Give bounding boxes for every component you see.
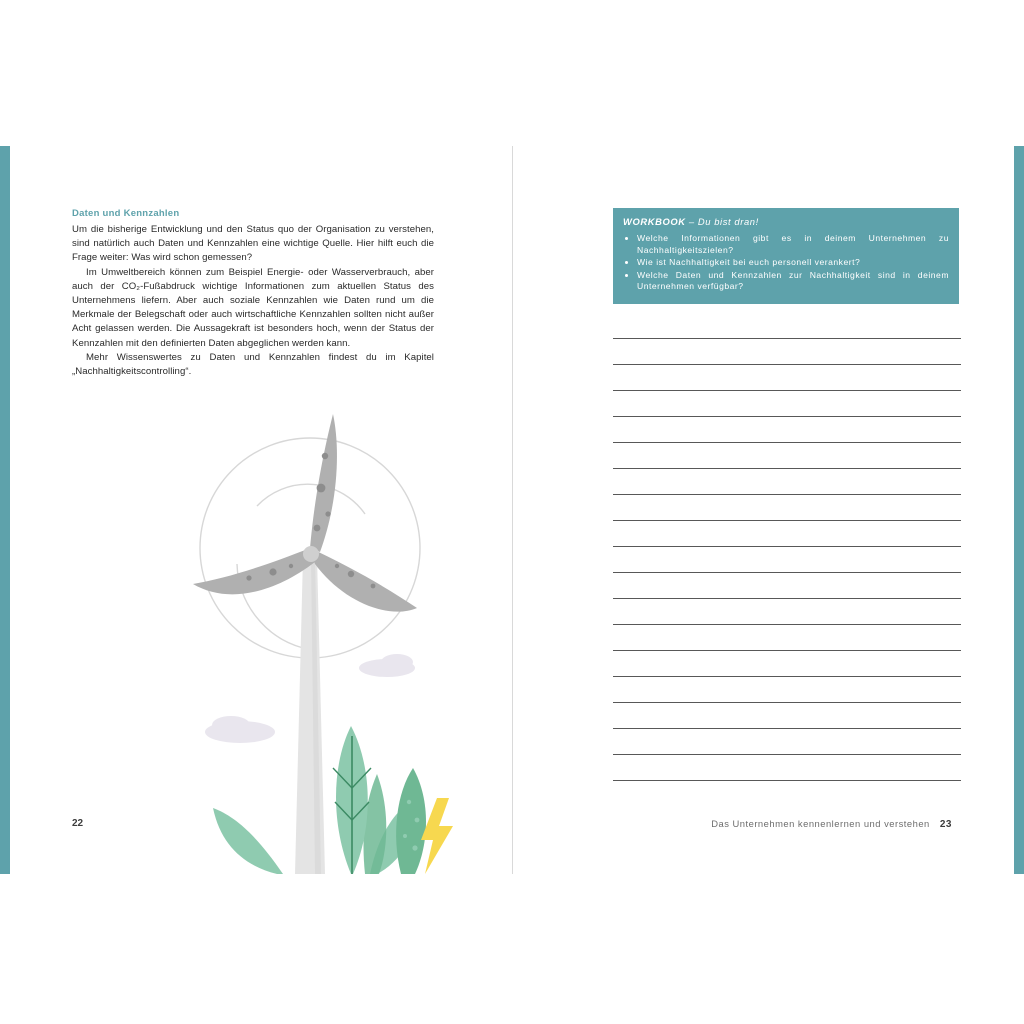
writing-line [613, 598, 961, 599]
running-footer [711, 818, 952, 830]
writing-lines [613, 338, 961, 806]
list-item: • Welche Informationen gibt es in deinem Unternehmen zu Nachhaltigkeitszielen? [637, 233, 949, 256]
book-spread [10, 146, 1014, 874]
writing-line [613, 416, 961, 417]
writing-line [613, 754, 961, 755]
writing-line [613, 572, 961, 573]
paragraph-3: Mehr Wissenswertes zu Daten und Kennzahlen findest du im Kapitel „Nachhaltigkeitscontrolling“. [72, 351, 434, 378]
body-text [72, 223, 434, 379]
wind-turbine-illustration [165, 396, 455, 874]
writing-line [613, 624, 961, 625]
book-edge-right [1014, 146, 1024, 874]
writing-line [613, 364, 961, 365]
writing-line [613, 676, 961, 677]
paragraph-2: Im Umweltbereich können zum Beispiel Energie- oder Wasserverbrauch, aber auch der CO₂-Fußabdruck wichtige Informationen zum aktuellen Status des Unternehmens liefern. Aber auch soziale Kennzahlen wie Daten rund um die Merkmale der Belegschaft oder auch wirtschaftliche Kennzahlen sollten nicht außer Acht gelassen werden. Die Aussagekraft ist besonders hoch, wenn der Status der Kennzahlen mit den definierten Daten abgeglichen werden kann. [72, 266, 434, 349]
writing-line [613, 728, 961, 729]
workbook-title-suffix: – Du bist dran! [688, 216, 759, 227]
page-number-right: 23 [939, 819, 952, 830]
list-item: • Wie ist Nachhaltigkeit bei euch personell verankert? [637, 257, 949, 269]
footer-chapter-title: Das Unternehmen kennenlernen und verstehen [711, 818, 930, 829]
workbook-callout [613, 208, 959, 304]
writing-line [613, 546, 961, 547]
book-edge-left [0, 146, 10, 874]
writing-line [613, 520, 961, 521]
paragraph-1: Um die bisherige Entwicklung und den Status quo der Organisation zu verstehen, sind natürlich auch Daten und Kennzahlen eine wichtige Quelle. Hier hilft euch die Frage weiter: Was wird schon gemessen? [72, 224, 434, 264]
workbook-title-label: WORKBOOK [623, 216, 686, 227]
list-item: • Welche Daten und Kennzahlen zur Nachhaltigkeit sind in deinem Unternehmen verfügbar? [637, 270, 949, 293]
section-heading: Daten und Kennzahlen [72, 208, 180, 219]
right-page [513, 146, 1014, 874]
left-page [10, 146, 512, 874]
workbook-question-list [623, 233, 949, 293]
writing-line [613, 494, 961, 495]
writing-line [613, 780, 961, 781]
writing-line [613, 650, 961, 651]
writing-line [613, 338, 961, 339]
page-number-left: 22 [72, 818, 84, 829]
writing-line [613, 702, 961, 703]
writing-line [613, 468, 961, 469]
writing-line [613, 390, 961, 391]
writing-line [613, 442, 961, 443]
workbook-title [623, 216, 949, 227]
